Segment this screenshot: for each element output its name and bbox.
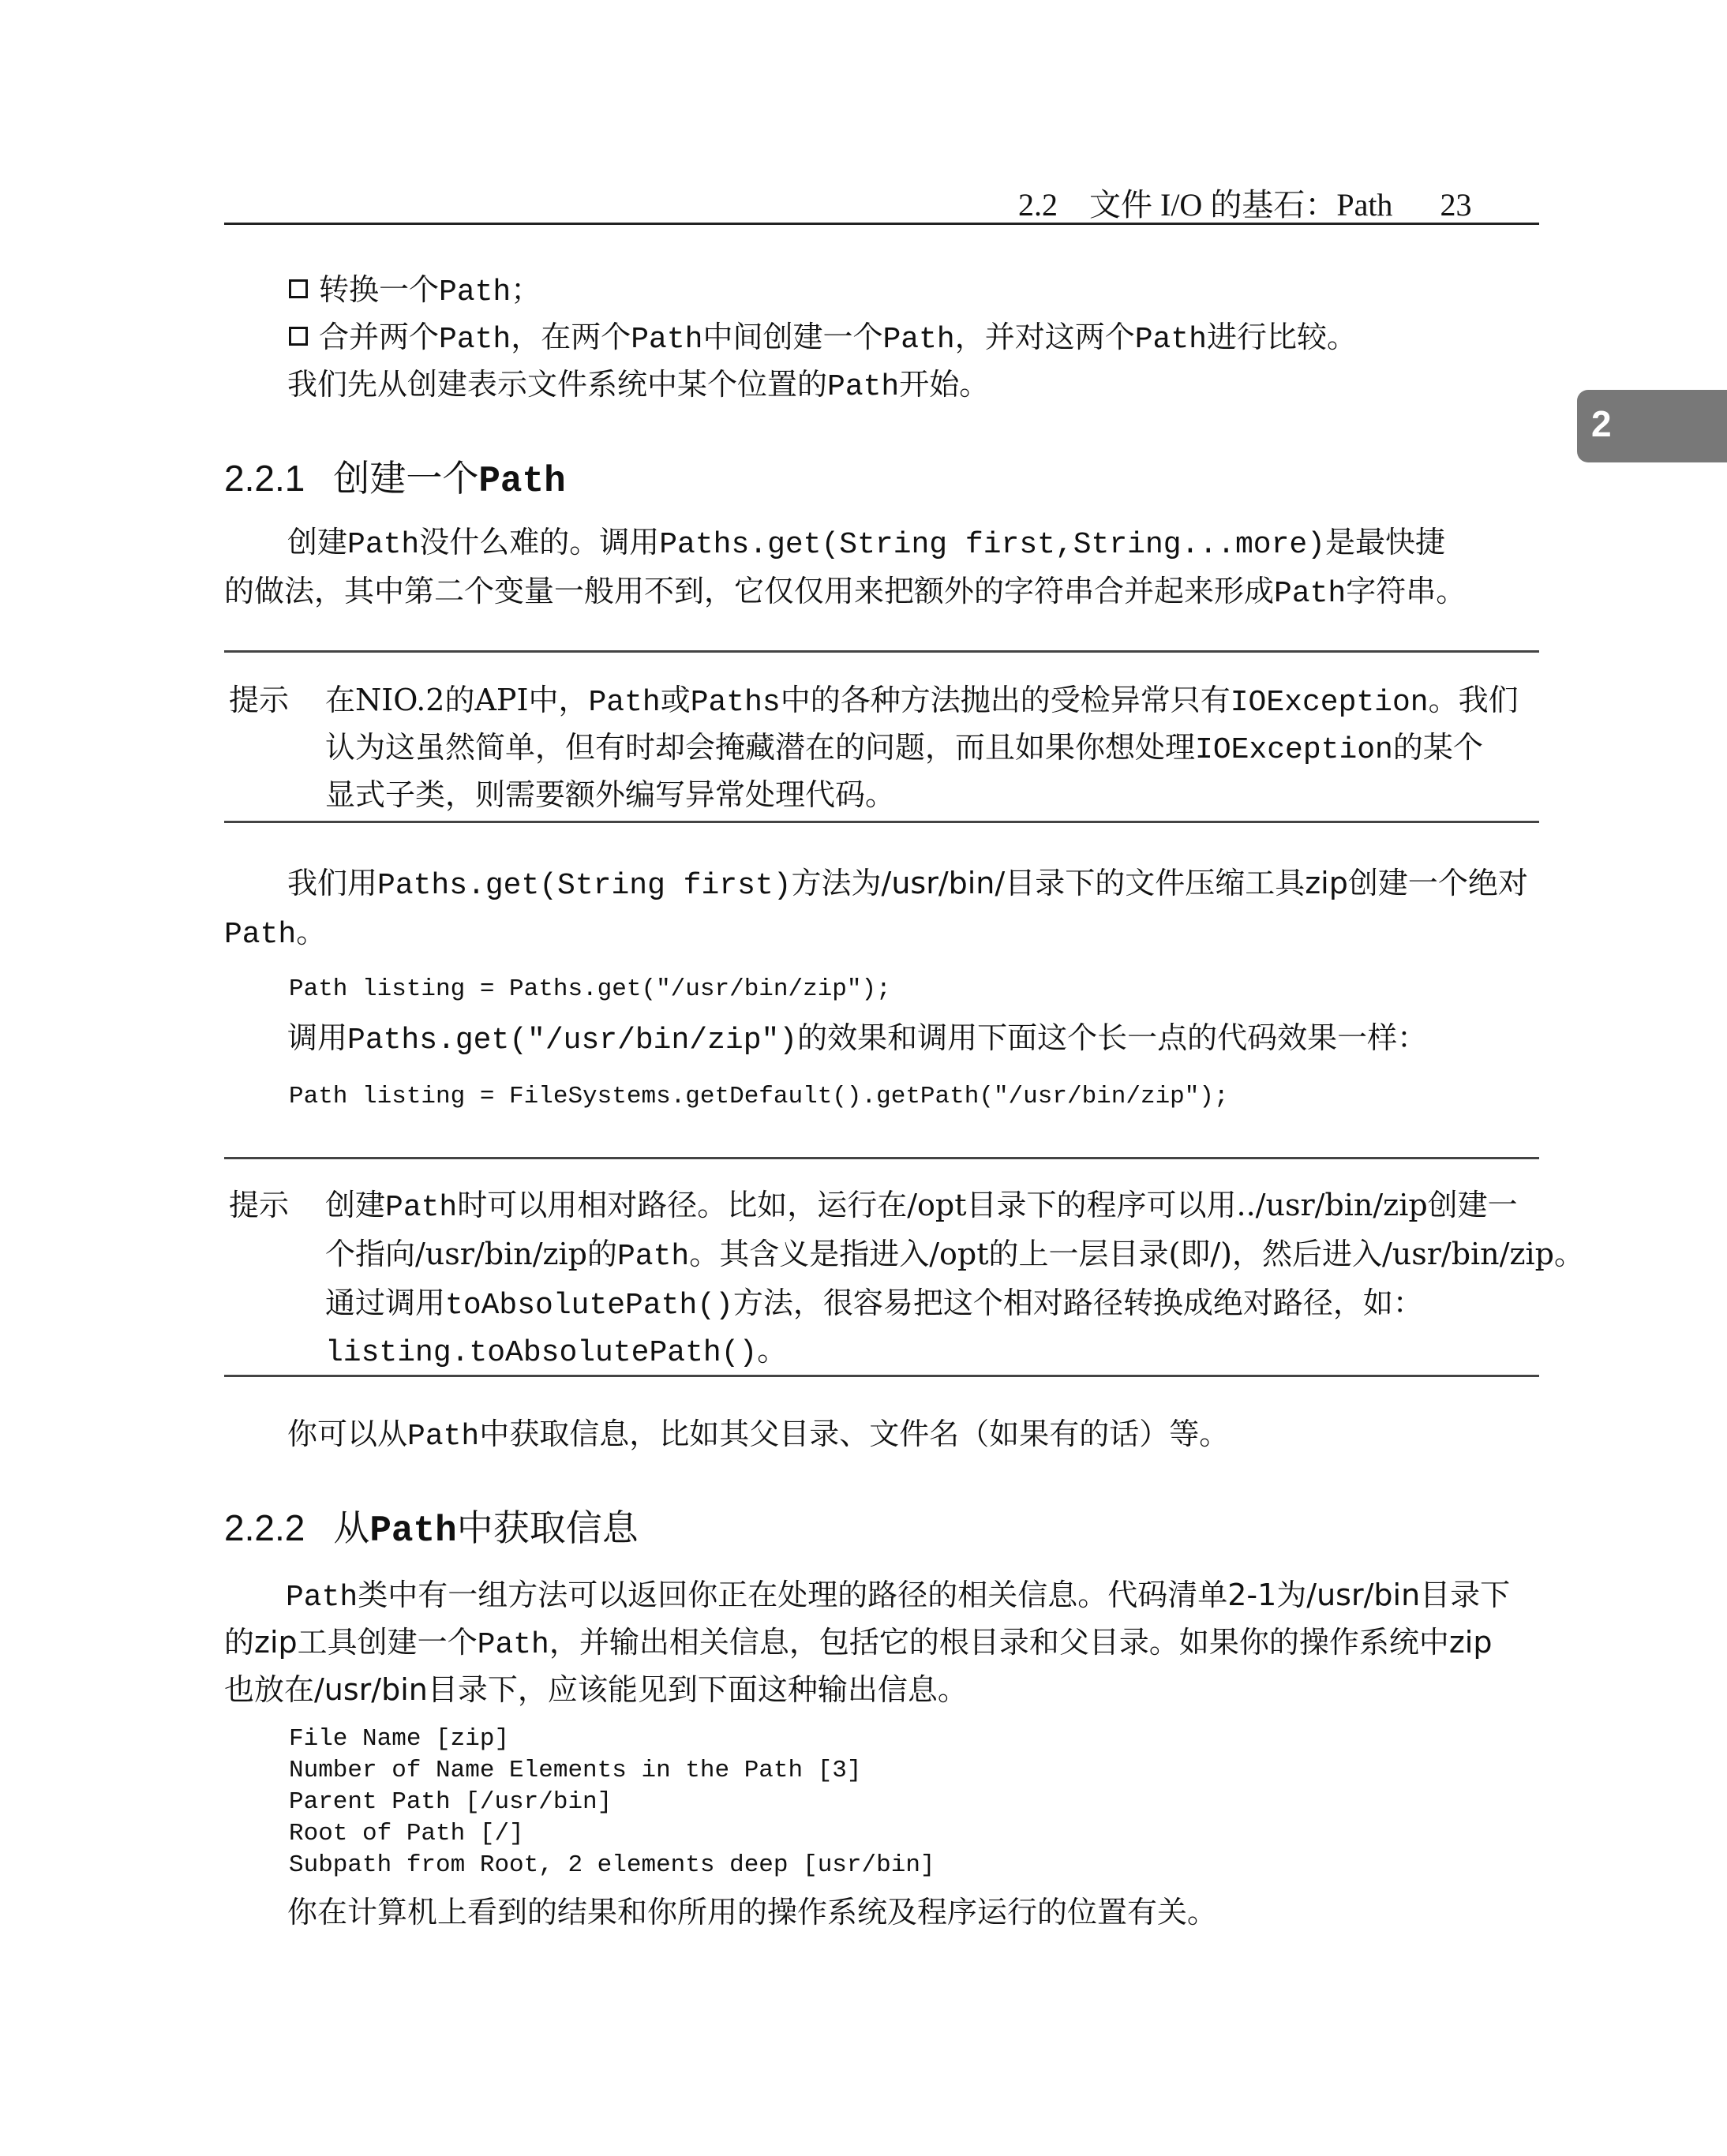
code-line: Path listing = FileSystems.getDefault().getPath("/usr/bin/zip"); — [289, 1083, 1229, 1110]
intro-paragraph: 我们先从创建表示文件系统中某个位置的Path开始。 — [287, 367, 990, 404]
tip-rule-top — [224, 1157, 1539, 1159]
tip-line: listing.toAbsolutePath()。 — [325, 1333, 788, 1370]
output-line: File Name [zip] — [289, 1725, 510, 1753]
bullet-item: 合并两个Path，在两个Path中间创建一个Path，并对这两个Path进行比较。 — [289, 322, 1357, 355]
paragraph-line: 你可以从Path中获取信息，比如其父目录、文件名（如果有的话）等。 — [287, 1417, 1230, 1454]
tip-line: 认为这虽然简单，但有时却会掩藏潜在的问题，而且如果你想处理IOException的某个 — [325, 730, 1483, 767]
tip-rule-bottom — [224, 1375, 1539, 1377]
chapter-tab — [1577, 390, 1727, 462]
section-heading: 2.2.1 创建一个Path — [224, 458, 566, 502]
paragraph-line: 创建Path没什么难的。调用Paths.get(String first,String...more)是最快捷 — [287, 525, 1446, 562]
paragraph-line: 你在计算机上看到的结果和你所用的操作系统及程序运行的位置有关。 — [287, 1895, 1218, 1930]
tip-label: 提示 — [229, 683, 290, 717]
output-line: Parent Path [/usr/bin] — [289, 1788, 613, 1816]
tip-line: 在NIO.2的API中，Path或Paths中的各种方法抛出的受检异常只有IOException。我们 — [325, 683, 1519, 720]
bullet-item: 转换一个Path； — [289, 275, 541, 308]
paragraph-line: 的zip工具创建一个Path，并输出相关信息，包括它的根目录和父目录。如果你的操作系统中zip — [224, 1625, 1493, 1662]
tip-line: 个指向/usr/bin/zip的Path。其含义是指进入/opt的上一层目录(即/)，然后进入/usr/bin/zip。 — [325, 1237, 1584, 1274]
running-header — [1018, 180, 1471, 225]
tip-line: 通过调用toAbsolutePath()方法，很容易把这个相对路径转换成绝对路径，如： — [325, 1286, 1423, 1323]
paragraph-line: Path。 — [224, 915, 327, 952]
output-line: Root of Path [/] — [289, 1820, 524, 1847]
tip-line: 创建Path时可以用相对路径。比如，运行在/opt目录下的程序可以用../usr/bin/zip创建一 — [325, 1188, 1518, 1225]
tip-label: 提示 — [229, 1188, 290, 1222]
output-line: Number of Name Elements in the Path [3] — [289, 1757, 862, 1784]
paragraph-line: Path类中有一组方法可以返回你正在处理的路径的相关信息。代码清单2-1为/usr/bin目录下 — [286, 1578, 1511, 1615]
header-section: 2.2 — [1018, 187, 1058, 223]
paragraph-line: 调用Paths.get("/usr/bin/zip")的效果和调用下面这个长一点的代码效果一样： — [287, 1020, 1428, 1057]
output-line: Subpath from Root, 2 elements deep [usr/bin] — [289, 1851, 935, 1879]
tip-rule-bottom — [224, 821, 1539, 823]
paragraph-line: 我们用Paths.get(String first)方法为/usr/bin/目录下的文件压缩工具zip创建一个绝对 — [287, 866, 1528, 903]
code-line: Path listing = Paths.get("/usr/bin/zip"); — [289, 975, 891, 1003]
paragraph-line: 也放在/usr/bin目录下，应该能见到下面这种输出信息。 — [224, 1672, 968, 1707]
section-heading: 2.2.2 从Path中获取信息 — [224, 1507, 639, 1551]
header-title: 文件 I/O 的基石：Path — [1089, 187, 1393, 223]
page-number: 23 — [1440, 187, 1472, 223]
paragraph-line: 的做法，其中第二个变量一般用不到，它仅仅用来把额外的字符串合并起来形成Path字符串。 — [224, 574, 1467, 611]
chapter-number: 2 — [1591, 403, 1612, 444]
tip-line: 显式子类，则需要额外编写异常处理代码。 — [325, 777, 896, 812]
checkbox-bullet-icon — [289, 327, 308, 346]
tip-rule-top — [224, 650, 1539, 653]
checkbox-bullet-icon — [289, 279, 308, 298]
header-rule — [224, 223, 1539, 225]
